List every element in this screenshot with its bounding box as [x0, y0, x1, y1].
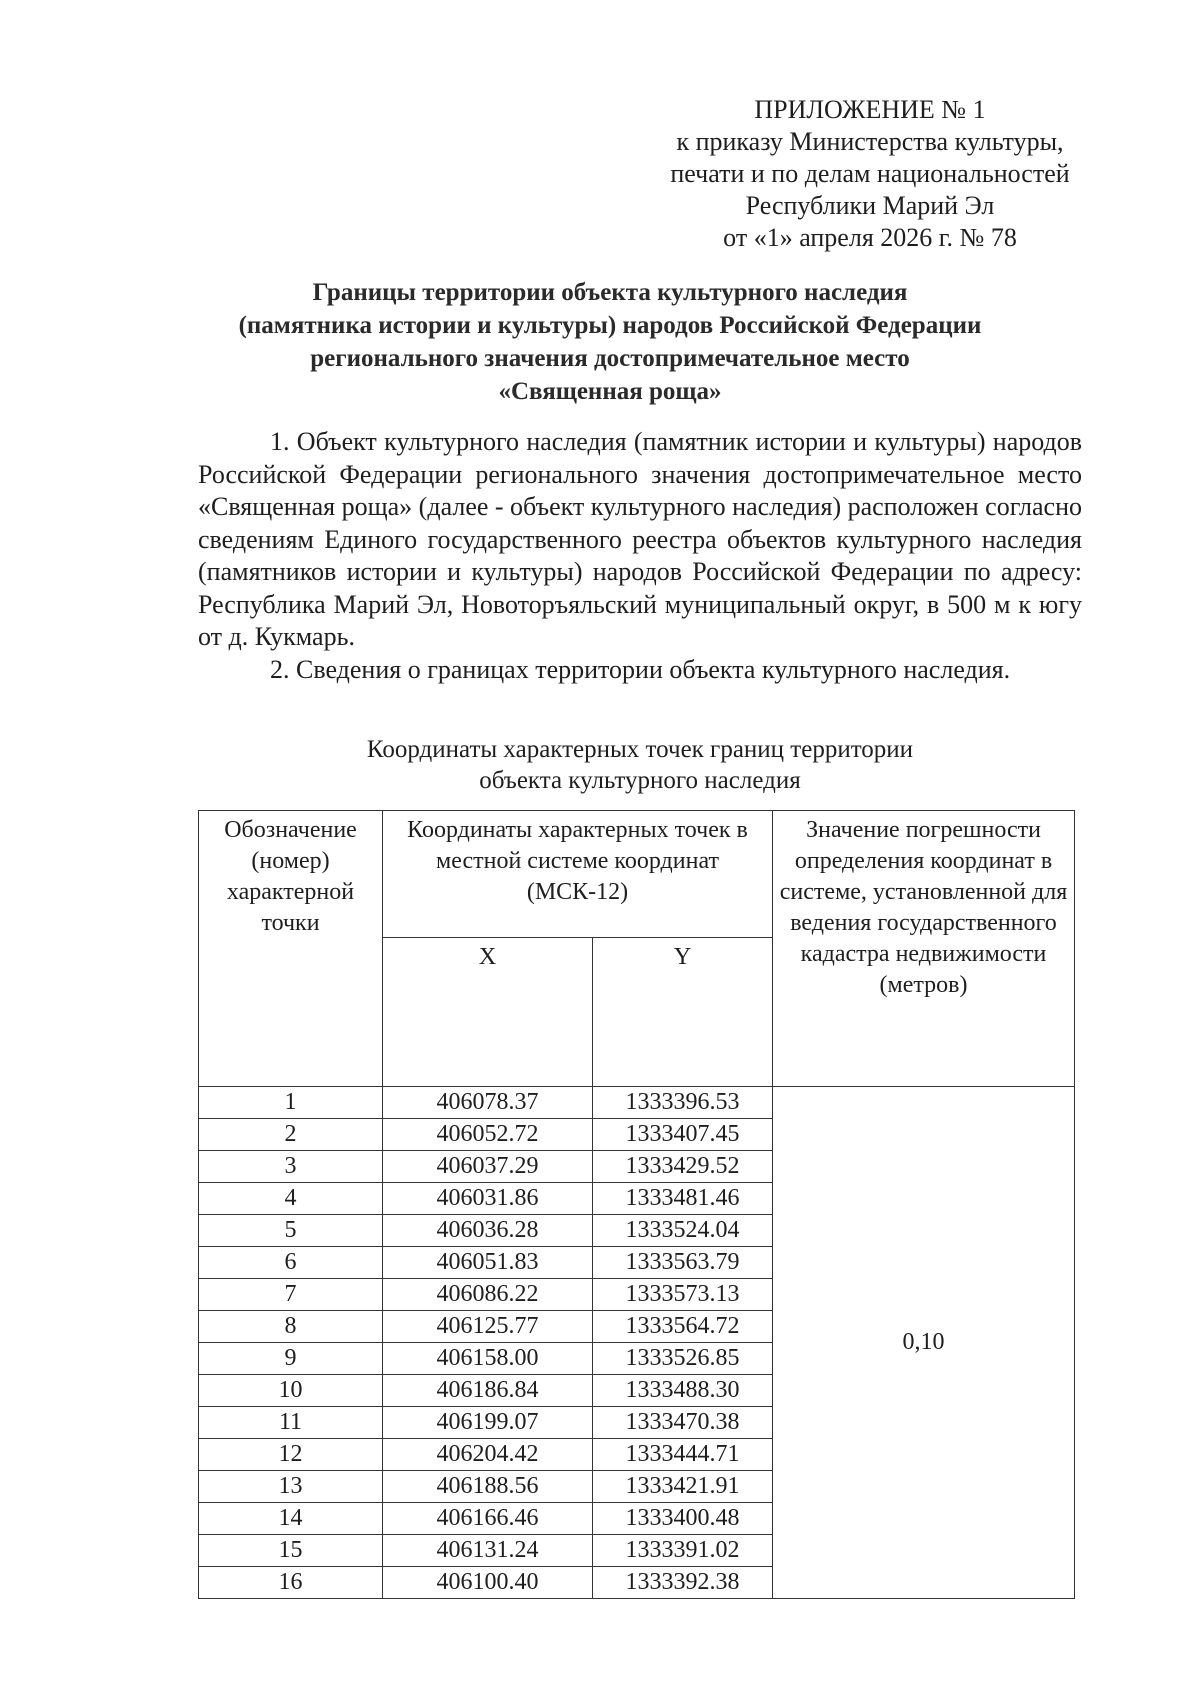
- x-coordinate-cell: 406086.22: [383, 1279, 593, 1311]
- y-coordinate-cell: 1333573.13: [593, 1279, 773, 1311]
- x-coordinate-cell: 406188.56: [383, 1471, 593, 1503]
- y-coordinate-cell: 1333400.48: [593, 1503, 773, 1535]
- appendix-republic: Республики Марий Эл: [745, 191, 995, 220]
- y-coordinate-cell: 1333391.02: [593, 1535, 773, 1567]
- y-coordinate-cell: 1333444.71: [593, 1439, 773, 1471]
- table-caption-line-2: объекта культурного наследия: [479, 767, 801, 794]
- appendix-ministry: печати и по делам национальностей: [670, 159, 1070, 188]
- table-caption: [198, 734, 1082, 796]
- x-coordinate-cell: 406186.84: [383, 1375, 593, 1407]
- header-y: Y: [593, 938, 773, 1087]
- title-line-4: «Священная роща»: [498, 378, 722, 405]
- y-coordinate-cell: 1333564.72: [593, 1311, 773, 1343]
- point-number-cell: 6: [199, 1247, 383, 1279]
- table-row: [199, 1087, 1075, 1119]
- point-number-cell: 8: [199, 1311, 383, 1343]
- y-coordinate-cell: 1333488.30: [593, 1375, 773, 1407]
- header-error: Значение погрешности определения координат в системе, установленной для ведения государственного кадастра недвижимости (метров): [773, 811, 1075, 1087]
- title-line-2: (памятника истории и культуры) народов Российской Федерации: [238, 312, 982, 339]
- point-number-cell: 2: [199, 1119, 383, 1151]
- y-coordinate-cell: 1333524.04: [593, 1215, 773, 1247]
- appendix-order-ref: к приказу Министерства культуры,: [676, 127, 1064, 156]
- x-coordinate-cell: 406131.24: [383, 1535, 593, 1567]
- x-coordinate-cell: 406051.83: [383, 1247, 593, 1279]
- paragraph-2: 2. Сведения о границах территории объекта культурного наследия.: [270, 654, 1011, 684]
- point-number-cell: 7: [199, 1279, 383, 1311]
- header-x: X: [383, 938, 593, 1087]
- x-coordinate-cell: 406158.00: [383, 1343, 593, 1375]
- document-title: [150, 276, 1070, 408]
- error-value-cell: 0,10: [773, 1087, 1075, 1599]
- x-coordinate-cell: 406166.46: [383, 1503, 593, 1535]
- title-line-1: Границы территории объекта культурного наследия: [312, 279, 908, 306]
- appendix-label: ПРИЛОЖЕНИЕ № 1: [754, 95, 986, 124]
- x-coordinate-cell: 406199.07: [383, 1407, 593, 1439]
- x-coordinate-cell: 406037.29: [383, 1151, 593, 1183]
- y-coordinate-cell: 1333421.91: [593, 1471, 773, 1503]
- appendix-date-number: от «1» апреля 2026 г. № 78: [723, 223, 1017, 252]
- x-coordinate-cell: 406125.77: [383, 1311, 593, 1343]
- x-coordinate-cell: 406078.37: [383, 1087, 593, 1119]
- y-coordinate-cell: 1333407.45: [593, 1119, 773, 1151]
- header-point-number: Обозначение (номер) характерной точки: [199, 811, 383, 1087]
- point-number-cell: 3: [199, 1151, 383, 1183]
- point-number-cell: 4: [199, 1183, 383, 1215]
- title-line-3: регионального значения достопримечательное место: [310, 345, 910, 372]
- y-coordinate-cell: 1333481.46: [593, 1183, 773, 1215]
- point-number-cell: 5: [199, 1215, 383, 1247]
- point-number-cell: 15: [199, 1535, 383, 1567]
- y-coordinate-cell: 1333563.79: [593, 1247, 773, 1279]
- appendix-header: [650, 94, 1090, 254]
- point-number-cell: 13: [199, 1471, 383, 1503]
- coordinates-table-body: [199, 1087, 1075, 1599]
- point-number-cell: 9: [199, 1343, 383, 1375]
- y-coordinate-cell: 1333392.38: [593, 1567, 773, 1599]
- x-coordinate-cell: 406052.72: [383, 1119, 593, 1151]
- header-coordinates: Координаты характерных точек в местной системе координат (МСК-12): [383, 811, 773, 938]
- body-text: [198, 426, 1082, 686]
- paragraph-1: 1. Объект культурного наследия (памятник истории и культуры) народов Российской Федерации регионального значения достопримечательное место «Священная роща» (далее - объект культурного наследия) расположен согласно сведениям Единого государственного реестра объектов культурного наследия (памятников истории и культуры) народов Российской Федерации по адресу: Республика Марий Эл, Новоторъяльский муниципальный округ, в 500 м к югу от д. Кукмарь.: [198, 427, 1083, 651]
- x-coordinate-cell: 406100.40: [383, 1567, 593, 1599]
- y-coordinate-cell: 1333396.53: [593, 1087, 773, 1119]
- x-coordinate-cell: 406204.42: [383, 1439, 593, 1471]
- point-number-cell: 14: [199, 1503, 383, 1535]
- table-caption-line-1: Координаты характерных точек границ территории: [366, 736, 914, 763]
- y-coordinate-cell: 1333470.38: [593, 1407, 773, 1439]
- point-number-cell: 10: [199, 1375, 383, 1407]
- coordinates-table: [198, 810, 1075, 1599]
- y-coordinate-cell: 1333526.85: [593, 1343, 773, 1375]
- x-coordinate-cell: 406031.86: [383, 1183, 593, 1215]
- point-number-cell: 12: [199, 1439, 383, 1471]
- y-coordinate-cell: 1333429.52: [593, 1151, 773, 1183]
- point-number-cell: 11: [199, 1407, 383, 1439]
- point-number-cell: 1: [199, 1087, 383, 1119]
- x-coordinate-cell: 406036.28: [383, 1215, 593, 1247]
- point-number-cell: 16: [199, 1567, 383, 1599]
